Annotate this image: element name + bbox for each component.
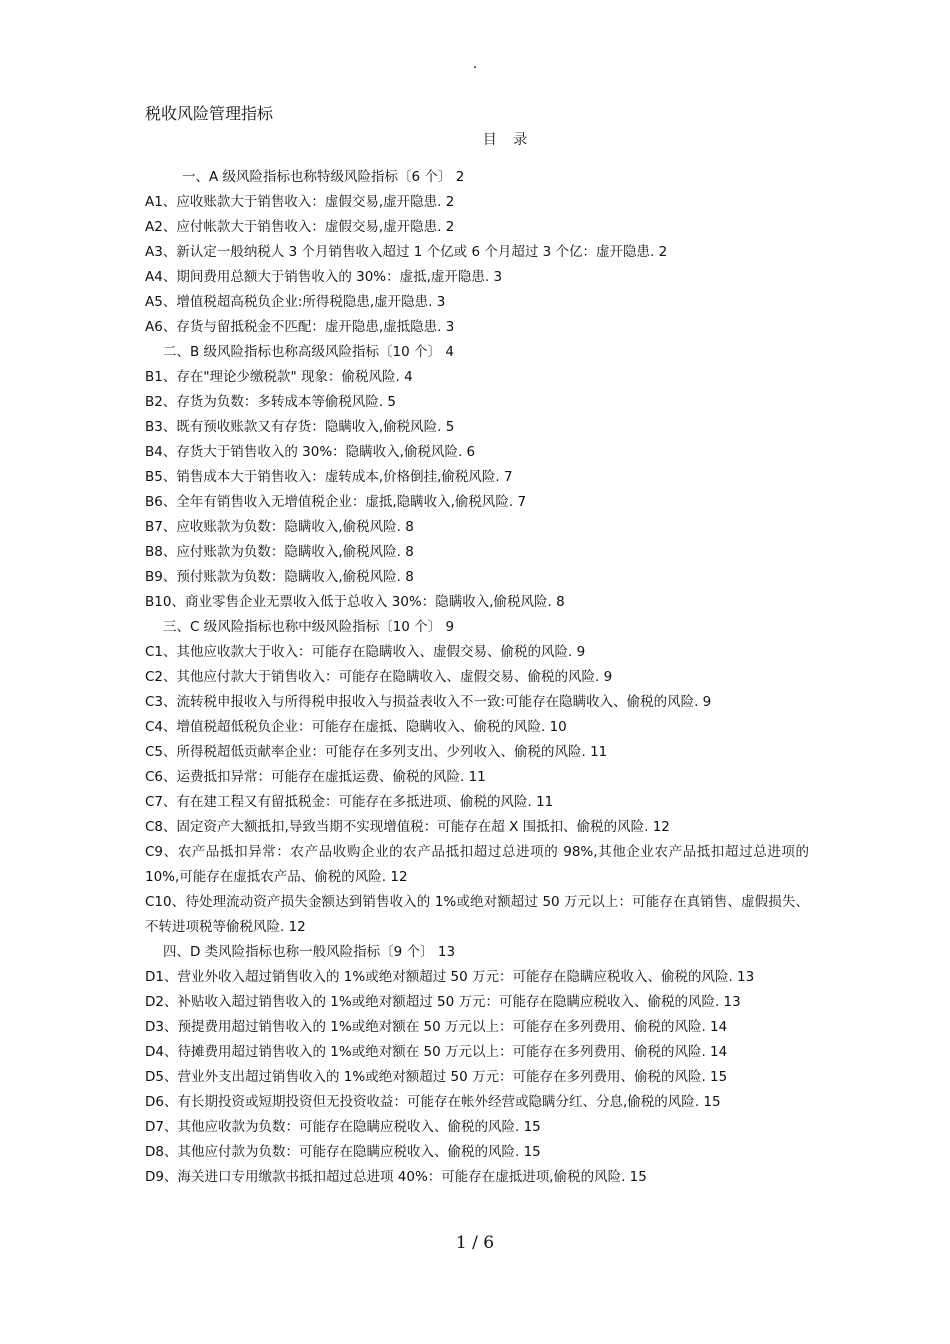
toc-heading: 目 录 bbox=[482, 132, 534, 148]
toc-entry: B6、全年有销售收入无增值税企业：虚抵,隐瞒收入,偷税风险. 7 bbox=[145, 494, 527, 510]
toc-entry: D4、待摊费用超过销售收入的 1%或绝对额在 50 万元以上：可能存在多列费用、偷税的风险. 14 bbox=[145, 1044, 728, 1060]
toc-entry: C2、其他应付款大于销售收入：可能存在隐瞒收入、虚假交易、偷税的风险. 9 bbox=[145, 669, 613, 685]
toc-entry: D3、预提费用超过销售收入的 1%或绝对额在 50 万元以上：可能存在多列费用、偷税的风险. 14 bbox=[145, 1019, 728, 1035]
toc-entry: A4、期间费用总额大于销售收入的 30%：虚抵,虚开隐患. 3 bbox=[145, 269, 503, 285]
toc-entry: D1、营业外收入超过销售收入的 1%或绝对额超过 50 万元：可能存在隐瞒应税收入、偷税的风险. 13 bbox=[145, 969, 755, 985]
toc-entry: B7、应收账款为负数：隐瞒收入,偷税风险. 8 bbox=[145, 519, 414, 535]
toc-entry: B3、既有预收账款又有存货：隐瞒收入,偷税风险. 5 bbox=[145, 419, 455, 435]
toc-entry: B1、存在"理论少缴税款" 现象：偷税风险. 4 bbox=[145, 369, 413, 385]
toc-entry: A3、新认定一般纳税人 3 个月销售收入超过 1 个亿或 6 个月超过 3 个亿：虚开隐患. 2 bbox=[145, 244, 668, 260]
header-dot: . bbox=[472, 56, 478, 72]
toc-entry: D9、海关进口专用缴款书抵扣超过总进项 40%：可能存在虚抵进项,偷税的风险. 15 bbox=[145, 1169, 647, 1185]
toc-entry: A1、应收账款大于销售收入：虚假交易,虚开隐患. 2 bbox=[145, 194, 455, 210]
toc-entry: D6、有长期投资或短期投资但无投资收益：可能存在帐外经营或隐瞒分红、分息,偷税的风险. 15 bbox=[145, 1094, 721, 1110]
toc-entry: A6、存货与留抵税金不匹配：虚开隐患,虚抵隐患. 3 bbox=[145, 319, 455, 335]
toc-entry: B10、商业零售企业无票收入低于总收入 30%：隐瞒收入,偷税风险. 8 bbox=[145, 594, 565, 610]
toc-section-heading: 二、B 级风险指标也称高级风险指标〔10 个〕 4 bbox=[163, 344, 454, 360]
toc-entry: D8、其他应付款为负数：可能存在隐瞒应税收入、偷税的风险. 15 bbox=[145, 1144, 541, 1160]
toc-entry: A5、增值税超高税负企业:所得税隐患,虚开隐患. 3 bbox=[145, 294, 446, 310]
toc-entry: B2、存货为负数：多转成本等偷税风险. 5 bbox=[145, 394, 397, 410]
table-of-contents bbox=[145, 165, 809, 1190]
toc-entry: C4、增值税超低税负企业：可能存在虚抵、隐瞒收入、偷税的风险. 10 bbox=[145, 719, 567, 735]
toc-entry: B4、存货大于销售收入的 30%：隐瞒收入,偷税风险. 6 bbox=[145, 444, 476, 460]
toc-entry: C1、其他应收款大于收入：可能存在隐瞒收入、虚假交易、偷税的风险. 9 bbox=[145, 644, 586, 660]
toc-entry: C7、有在建工程又有留抵税金：可能存在多抵进项、偷税的风险. 11 bbox=[145, 794, 554, 810]
toc-entry: D2、补贴收入超过销售收入的 1%或绝对额超过 50 万元：可能存在隐瞒应税收入、偷税的风险. 13 bbox=[145, 994, 741, 1010]
toc-entry: C9、农产品抵扣异常：农产品收购企业的农产品抵扣超过总进项的 98%,其他企业农产品抵扣超过总进项的 10%,可能存在虚抵农产品、偷税的风险. 12 bbox=[145, 844, 809, 885]
toc-entry: C10、待处理流动资产损失金额达到销售收入的 1%或绝对额超过 50 万元以上：可能存在真销售、虚假损失、不转进项税等偷税风险. 12 bbox=[145, 894, 809, 935]
toc-entry: D7、其他应收款为负数：可能存在隐瞒应税收入、偷税的风险. 15 bbox=[145, 1119, 541, 1135]
toc-entry: C3、流转税申报收入与所得税申报收入与损益表收入不一致:可能存在隐瞒收入、偷税的风险. 9 bbox=[145, 694, 712, 710]
toc-entry: B9、预付账款为负数：隐瞒收入,偷税风险. 8 bbox=[145, 569, 414, 585]
toc-entry: C8、固定资产大额抵扣,导致当期不实现增值税：可能存在超 X 围抵扣、偷税的风险. 12 bbox=[145, 819, 670, 835]
toc-section-heading: 一、A 级风险指标也称特级风险指标〔6 个〕 2 bbox=[182, 169, 465, 185]
toc-entry: D5、营业外支出超过销售收入的 1%或绝对额超过 50 万元：可能存在多列费用、偷税的风险. 15 bbox=[145, 1069, 728, 1085]
toc-entry: C6、运费抵扣异常：可能存在虚抵运费、偷税的风险. 11 bbox=[145, 769, 486, 785]
toc-entry: A2、应付帐款大于销售收入：虚假交易,虚开隐患. 2 bbox=[145, 219, 455, 235]
document-title: 税收风险管理指标 bbox=[145, 104, 274, 123]
toc-entry: B8、应付账款为负数：隐瞒收入,偷税风险. 8 bbox=[145, 544, 414, 560]
page-number: 1 / 6 bbox=[455, 1233, 495, 1253]
toc-section-heading: 四、D 类风险指标也称一般风险指标〔9 个〕 13 bbox=[163, 944, 456, 960]
toc-section-heading: 三、C 级风险指标也称中级风险指标〔10 个〕 9 bbox=[163, 619, 455, 635]
toc-entry: B5、销售成本大于销售收入：虚转成本,价格倒挂,偷税风险. 7 bbox=[145, 469, 513, 485]
toc-entry: C5、所得税超低贡献率企业：可能存在多列支出、少列收入、偷税的风险. 11 bbox=[145, 744, 608, 760]
